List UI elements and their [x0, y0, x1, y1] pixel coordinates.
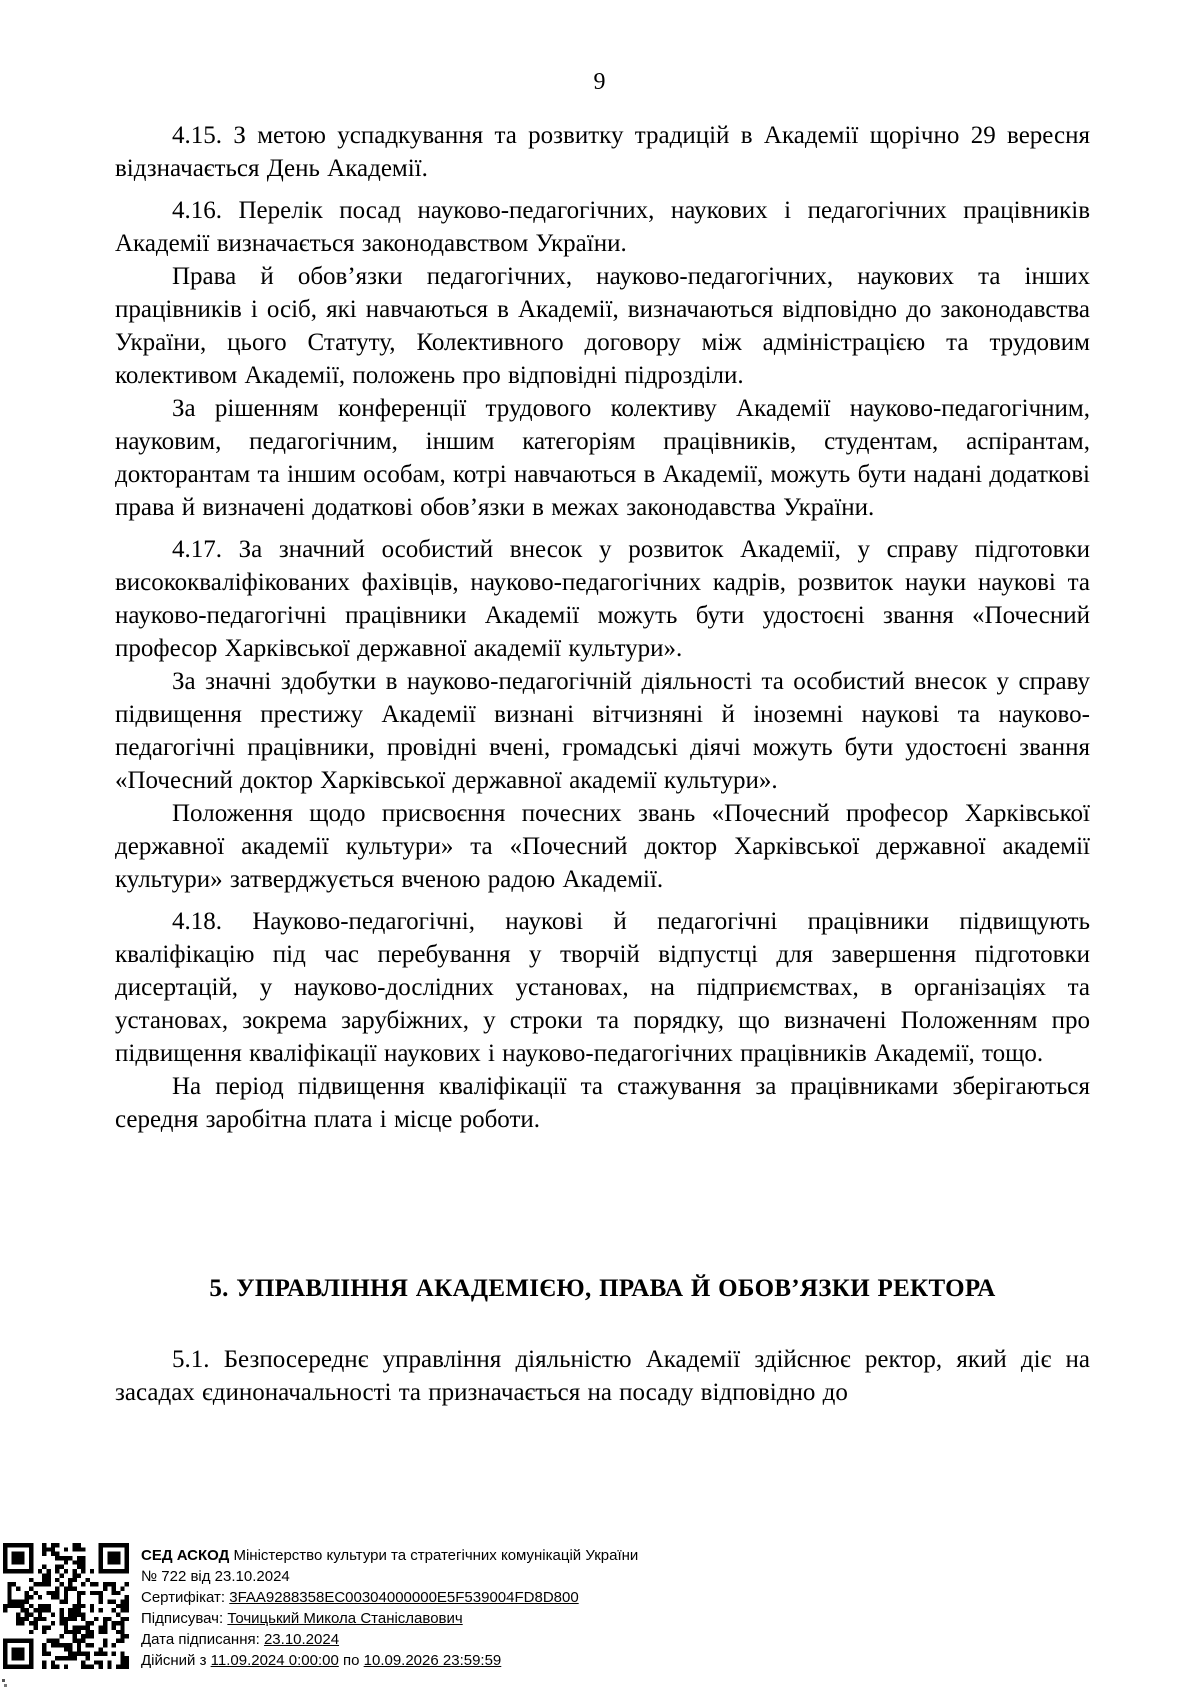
paragraph-honorary-titles-regulation: Положення щодо присвоєння почесних звань «Почесний професор Харківської державної академії культури» та «Почесний доктор Харківської державної академії культури» затверджується вченою радою Академії.: [115, 800, 1090, 893]
validity-line: [141, 1650, 638, 1671]
valid-to-value: 10.09.2026 23:59:59: [363, 1652, 502, 1669]
signer-line: [141, 1608, 638, 1629]
document-body: [115, 110, 1090, 1409]
ministry-name: Міністерство культури та стратегічних комунікацій України: [233, 1547, 639, 1564]
paragraph-qualification-period: На період підвищення кваліфікації та стажування за працівниками зберігаються середня заробітна плата і місце роботи.: [115, 1073, 1090, 1133]
signature-system-line: [141, 1545, 638, 1566]
signing-date-line: [141, 1629, 638, 1650]
page-number: 9: [593, 69, 606, 95]
sed-askod-label: СЕД АСКОД: [141, 1547, 230, 1564]
certificate-line: [141, 1587, 638, 1608]
validity-prefix: Дійсний з: [141, 1652, 207, 1669]
certificate-label: Сертифікат:: [141, 1589, 226, 1606]
paragraph-4-17: 4.17. За значний особистий внесок у розвиток Академії, у справу підготовки висококваліфікованих фахівців, науково-педагогічних кадрів, розвиток науки наукові та науково-педагогічні працівники Академії можуть бути удостоєні звання «Почесний професор Харківської державної академії культури».: [115, 536, 1090, 662]
paragraph-honorary-doctor: За значні здобутки в науково-педагогічній діяльності та особистий внесок у справу підвищення престижу Академії визнані вітчизняні й іноземні наукові та науково-педагогічні працівники, провідні вчені, громадські діячі можуть бути удостоєні звання «Почесний доктор Харківської державної академії культури».: [115, 668, 1090, 794]
paragraph-4-18: 4.18. Науково-педагогічні, наукові й педагогічні працівники підвищують кваліфікацію під час перебування у творчій відпустці для завершення підготовки дисертацій, у науково-дослідних установах, на підприємствах, в організаціях та установах, зокрема зарубіжних, у строки та порядку, що визначені Положенням про підвищення кваліфікації наукових і науково-педагогічних працівників Академії, тощо.: [115, 908, 1090, 1067]
signature-block: [3, 1543, 1193, 1671]
signer-name: Точицький Микола Станіславович: [227, 1610, 463, 1627]
certificate-value: 3FAA9288358EC00304000000E5F539004FD8D800: [229, 1589, 579, 1606]
validity-conjunction: по: [343, 1652, 360, 1669]
paragraph-4-15: 4.15. З метою успадкування та розвитку традицій в Академії щорічно 29 вересня відзначається День Академії.: [115, 122, 1090, 182]
section-5-heading: 5. УПРАВЛІННЯ АКАДЕМІЄЮ, ПРАВА Й ОБОВ’ЯЗКИ РЕКТОРА: [209, 1275, 996, 1302]
valid-from-value: 11.09.2024 0:00:00: [210, 1652, 339, 1669]
signing-date-value: 23.10.2024: [263, 1631, 340, 1648]
paragraph-rights-duties: Права й обов’язки педагогічних, науково-педагогічних, наукових та інших працівників і осіб, які навчаються в Академії, визначаються відповідно до законодавства України, цього Статуту, Колективного договору між адміністрацією та трудовим колективом Академії, положень про відповідні підрозділи.: [115, 263, 1090, 389]
paragraph-4-16: 4.16. Перелік посад науково-педагогічних, наукових і педагогічних працівників Академії визначається законодавством України.: [115, 197, 1090, 257]
paragraph-5-1: 5.1. Безпосереднє управління діяльністю Академії здійснює ректор, який діє на засадах єдиноначальності та призначається на посаду відповідно до: [115, 1346, 1090, 1406]
qr-code-icon: [3, 1543, 129, 1669]
document-number-line: № 722 від 23.10.2024: [141, 1568, 290, 1585]
paragraph-conference-decision: За рішенням конференції трудового колективу Академії науково-педагогічним, науковим, педагогічним, іншим категоріям працівників, студентам, аспірантам, докторантам та іншим особам, котрі навчаються в Академії, можуть бути надані додаткові права й визначені додаткові обов’язки в межах законодавства України.: [115, 395, 1090, 521]
signing-date-label: Дата підписання:: [141, 1631, 260, 1648]
signature-details: [141, 1543, 638, 1671]
scan-artifact: [2, 1679, 7, 1687]
signer-label: Підписувач:: [141, 1610, 224, 1627]
